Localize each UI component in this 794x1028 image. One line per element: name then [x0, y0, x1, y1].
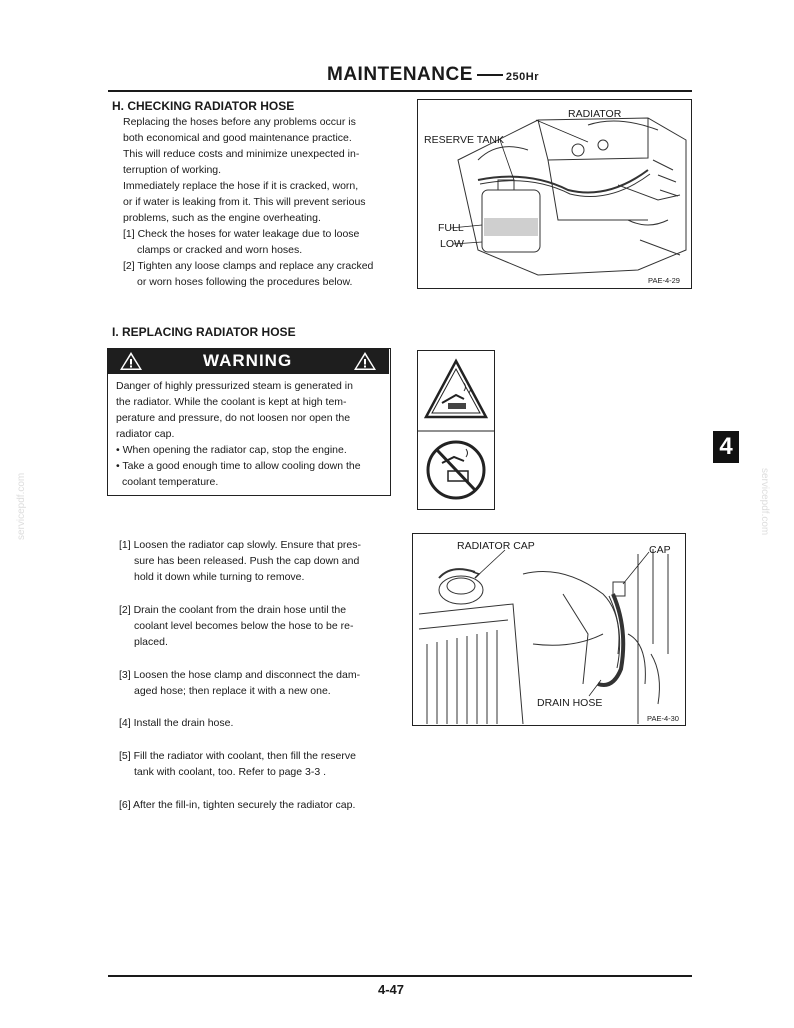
page-subtitle: 250Hr [505, 71, 539, 83]
section-h-item: [1] Check the hoses for water leakage due to loose [123, 228, 360, 240]
hot-steam-hazard-icon [418, 351, 494, 509]
figure-code: PAE-4-30 [647, 714, 679, 723]
section-h-item: [2] Tighten any loose clamps and replace any cracked [123, 260, 374, 272]
label-radiator: RADIATOR [568, 108, 622, 120]
step-line: [4] Install the drain hose. [119, 717, 234, 729]
section-h-line: problems, such as the engine overheating. [123, 212, 321, 224]
label-radiator-cap: RADIATOR CAP [457, 540, 535, 552]
warning-bullet: • Take a good enough time to allow cooling down the [116, 460, 361, 472]
warning-triangle-icon [119, 351, 143, 371]
label-drain-hose: DRAIN HOSE [537, 697, 603, 709]
footer-rule [108, 975, 692, 977]
figure-radiator-reserve-tank [417, 99, 692, 289]
watermark-right: servicepdf.com [759, 468, 770, 536]
step-2 [119, 602, 401, 650]
warning-triangle-icon [353, 351, 377, 371]
section-h-heading: H. CHECKING RADIATOR HOSE [112, 99, 295, 113]
step-line: [6] After the fill-in, tighten securely the radiator cap. [119, 799, 356, 811]
title-dash [477, 74, 503, 76]
step-4 [119, 715, 401, 731]
warning-title-bar [107, 348, 389, 374]
warning-line: Danger of highly pressurized steam is generated in [116, 380, 353, 392]
step-5 [119, 748, 401, 780]
label-low: LOW [440, 238, 464, 250]
label-full: FULL [438, 222, 464, 234]
section-h-body [123, 114, 405, 290]
label-reserve-tank: RESERVE TANK [424, 134, 504, 146]
page-number: 4-47 [378, 982, 405, 997]
section-h-line: This will reduce costs and minimize unexpected in- [123, 148, 360, 160]
step-line: [5] Fill the radiator with coolant, then fill the reserve [119, 750, 356, 762]
section-h-line: both economical and good maintenance practice. [123, 132, 352, 144]
page-title [327, 64, 539, 86]
step-line: coolant level becomes below the hose to be re- [134, 620, 354, 632]
step-line: sure has been released. Push the cap down and [134, 555, 360, 567]
section-h-line: Replacing the hoses before any problems occur is [123, 116, 356, 128]
warning-line: perature and pressure, do not loosen nor open the [116, 412, 351, 424]
warning-line: radiator cap. [116, 428, 175, 440]
figure-radiator-drawing [418, 100, 691, 288]
section-i-heading: I. REPLACING RADIATOR HOSE [112, 325, 296, 339]
section-h-line: or if water is leaking from it. This will prevent serious [123, 196, 366, 208]
hazard-pictograms [417, 350, 495, 510]
step-1 [119, 537, 401, 585]
warning-text [116, 378, 388, 490]
step-line: [1] Loosen the radiator cap slowly. Ensure that pres- [119, 539, 362, 551]
step-line: aged hose; then replace it with a new one. [134, 685, 331, 697]
figure-code: PAE-4-29 [648, 276, 680, 285]
step-6 [119, 797, 401, 813]
section-h-line: terruption of working. [123, 164, 222, 176]
step-line: tank with coolant, too. Refer to page 3-3 . [134, 766, 327, 778]
warning-title: WARNING [203, 351, 293, 370]
header-rule [108, 90, 692, 92]
section-h-item-cont: or worn hoses following the procedures below. [137, 276, 353, 288]
step-line: [3] Loosen the hose clamp and disconnect the dam- [119, 669, 361, 681]
chapter-tab: 4 [713, 431, 739, 463]
figure-radiator-cap-drain-hose [412, 533, 686, 726]
section-h-item-cont: clamps or cracked and worn hoses. [137, 244, 303, 256]
step-line: placed. [134, 636, 168, 648]
step-line: [2] Drain the coolant from the drain hose until the [119, 604, 347, 616]
warning-bullet-cont: coolant temperature. [122, 476, 219, 488]
step-3 [119, 667, 401, 699]
label-cap: CAP [649, 544, 671, 556]
watermark-left: servicepdf.com [16, 472, 27, 540]
warning-bullet: • When opening the radiator cap, stop the engine. [116, 444, 347, 456]
section-h-line: Immediately replace the hose if it is cracked, worn, [123, 180, 359, 192]
page-title-text: MAINTENANCE [327, 64, 473, 85]
step-line: hold it down while turning to remove. [134, 571, 305, 583]
warning-line: the radiator. While the coolant is kept at high tem- [116, 396, 347, 408]
